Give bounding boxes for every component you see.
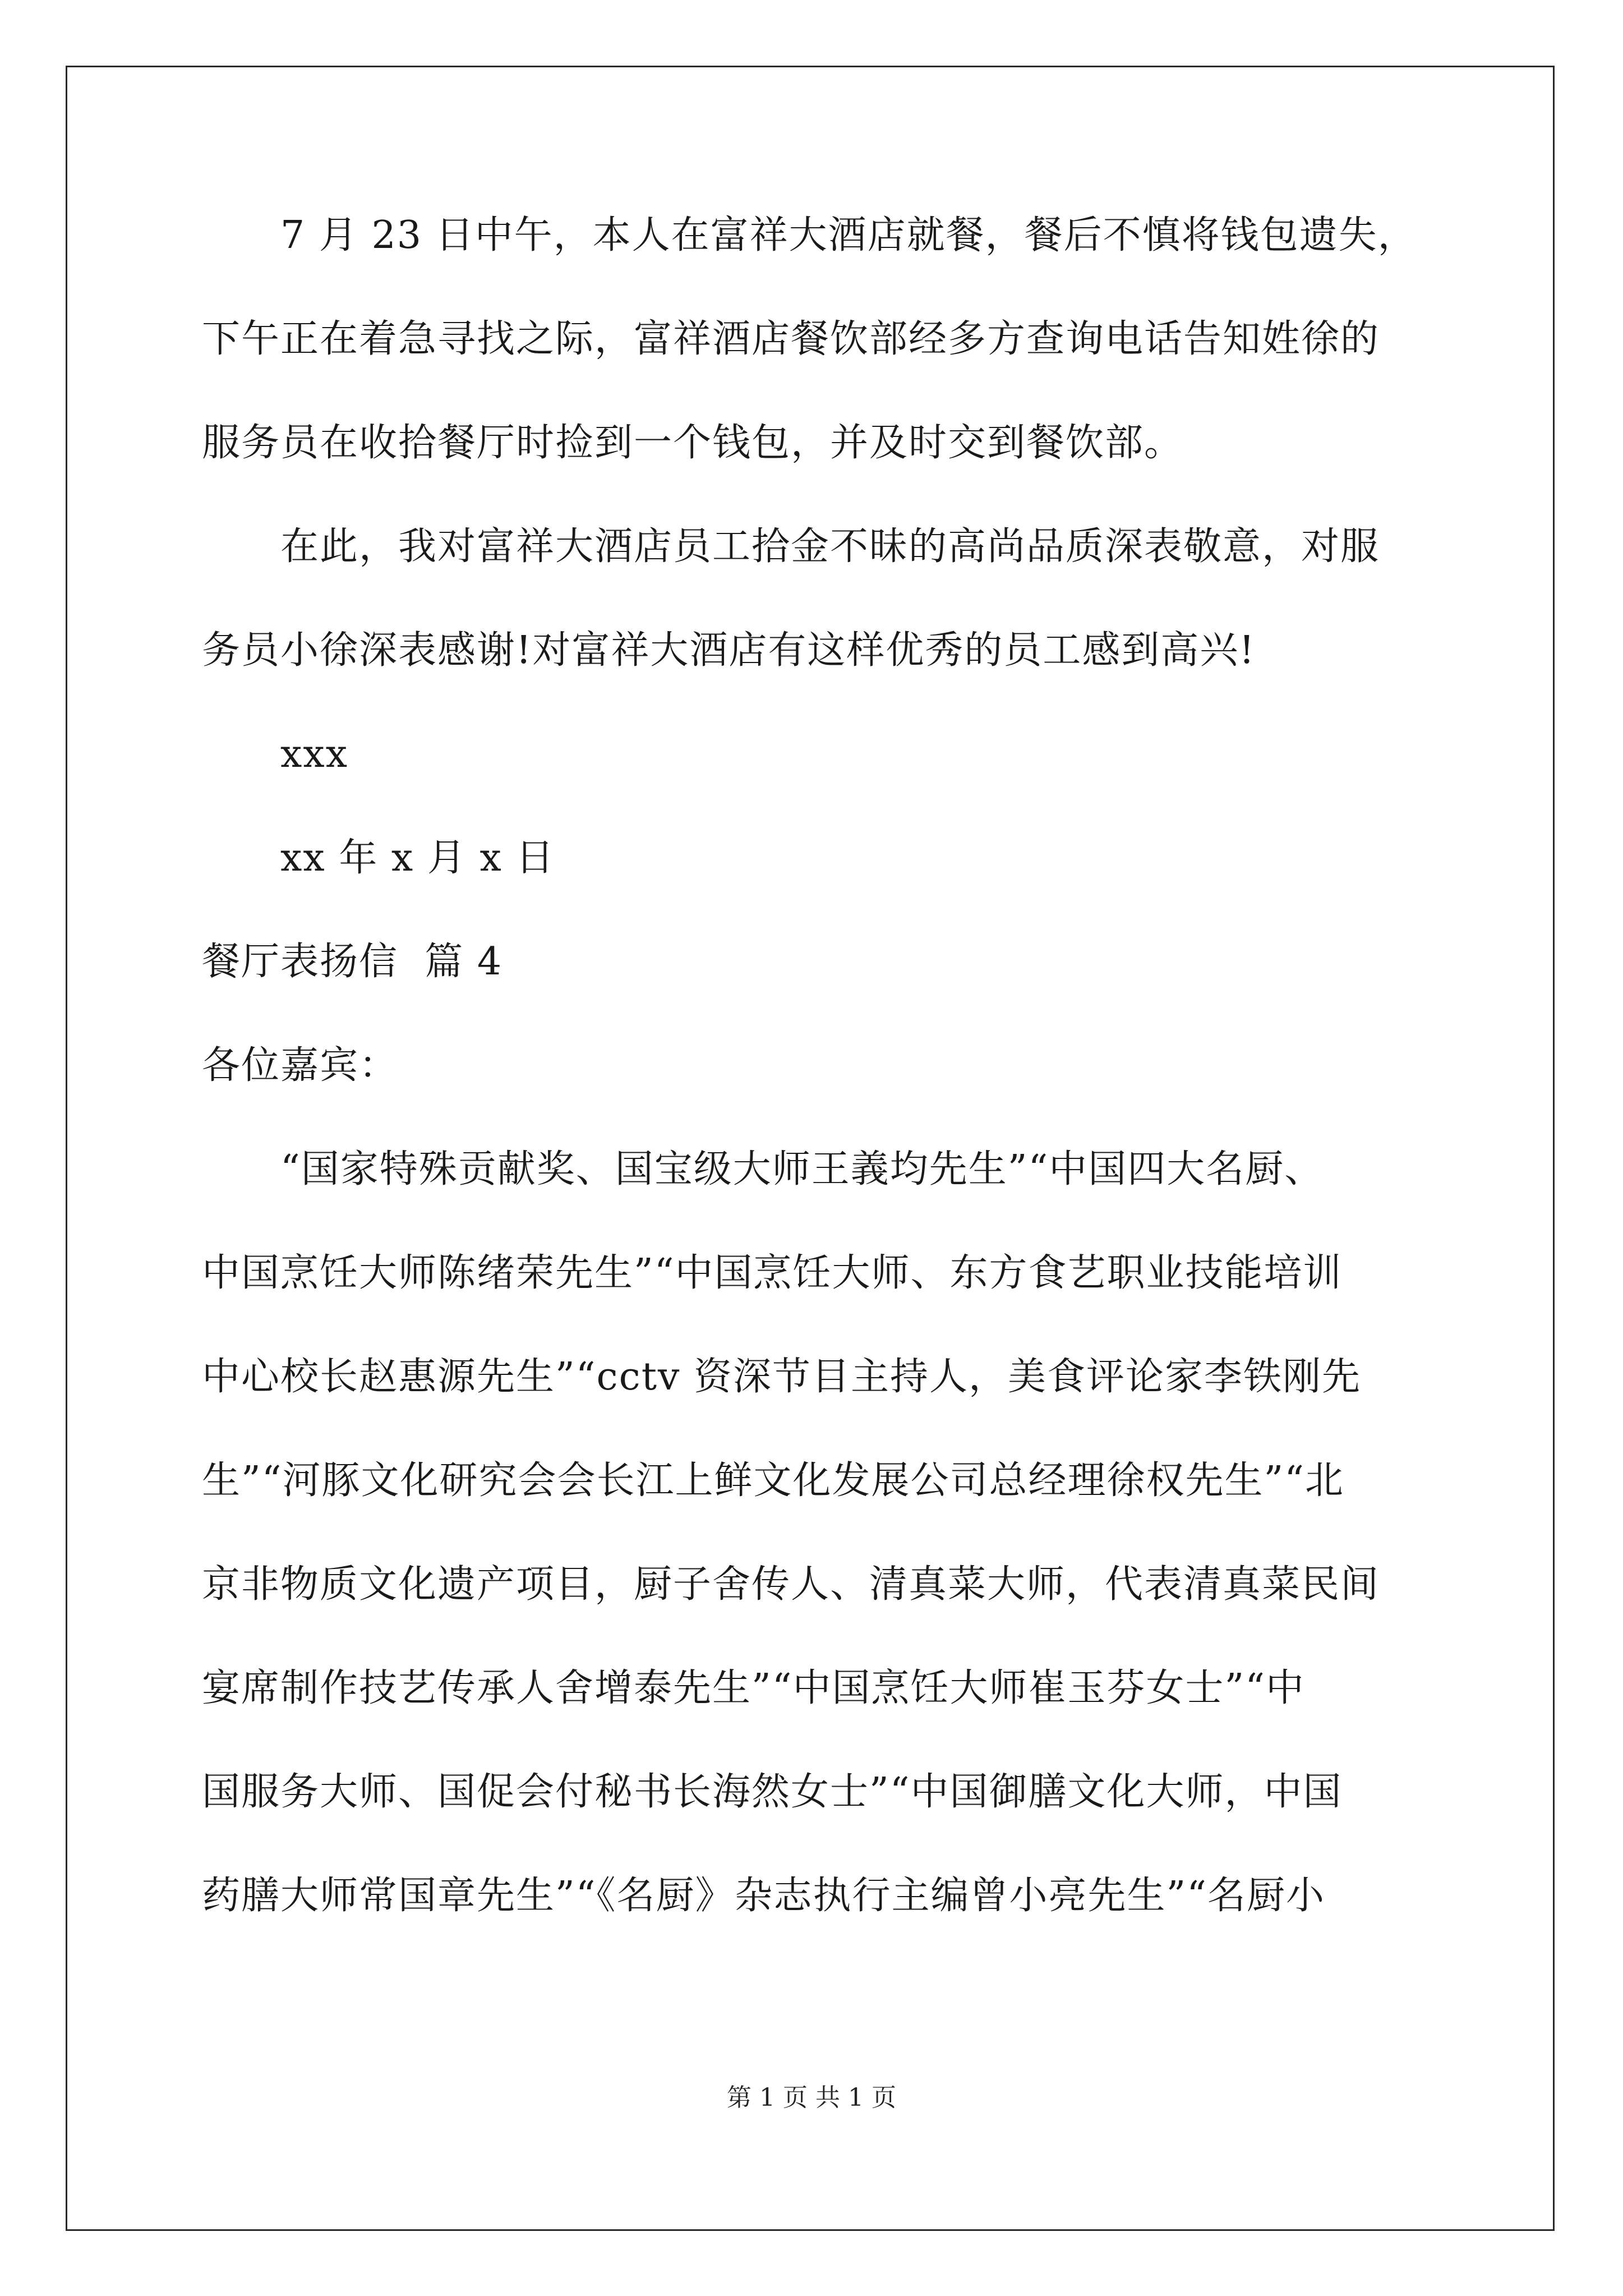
paragraph-line: 中国烹饪大师陈绪荣先生”“中国烹饪大师、东方食艺职业技能培训: [202, 1251, 1343, 1295]
paragraph-line: 7 月 23 日中午，本人在富祥大酒店就餐，餐后不慎将钱包遗失，: [280, 213, 1417, 257]
paragraph-line: 药膳大师常国章先生”“《名厨》杂志执行主编曾小亮先生”“名厨小: [202, 1874, 1326, 1918]
section-heading: 餐厅表扬信 篇 4: [202, 940, 503, 984]
paragraph-line: “国家特殊贡献奖、国宝级大师王義均先生”“中国四大名厨、: [280, 1147, 1324, 1191]
paragraph-line: 宴席制作技艺传承人舍增泰先生”“中国烹饪大师崔玉芬女士”“中: [202, 1666, 1306, 1710]
paragraph-line: 服务员在收拾餐厅时捡到一个钱包，并及时交到餐饮部。: [202, 421, 1184, 465]
signature-name: xxx: [280, 732, 349, 776]
signature-date: xx 年 x 月 x 日: [280, 836, 555, 880]
paragraph-line: 在此，我对富祥大酒店员工拾金不昧的高尚品质深表敬意，对服: [280, 524, 1380, 569]
paragraph-line: 生”“河豚文化研究会会长江上鲜文化发展公司总经理徐权先生”“北: [202, 1458, 1345, 1503]
paragraph-line: 京非物质文化遗产项目，厨子舍传人、清真菜大师，代表清真菜民间: [202, 1562, 1380, 1607]
paragraph-line: 国服务大师、国促会付秘书长海然女士”“中国御膳文化大师，中国: [202, 1770, 1343, 1814]
paragraph-line: 务员小徐深表感谢!对富祥大酒店有这样优秀的员工感到高兴!: [202, 628, 1256, 673]
paragraph-line: 中心校长赵惠源先生”“cctv 资深节目主持人，美食评论家李铁刚先: [202, 1355, 1362, 1399]
paragraph-line: 下午正在着急寻找之际，富祥酒店餐饮部经多方查询电话告知姓徐的: [202, 317, 1380, 361]
page-footer: 第 1 页 共 1 页: [727, 2083, 896, 2112]
salutation: 各位嘉宾：: [202, 1043, 399, 1088]
